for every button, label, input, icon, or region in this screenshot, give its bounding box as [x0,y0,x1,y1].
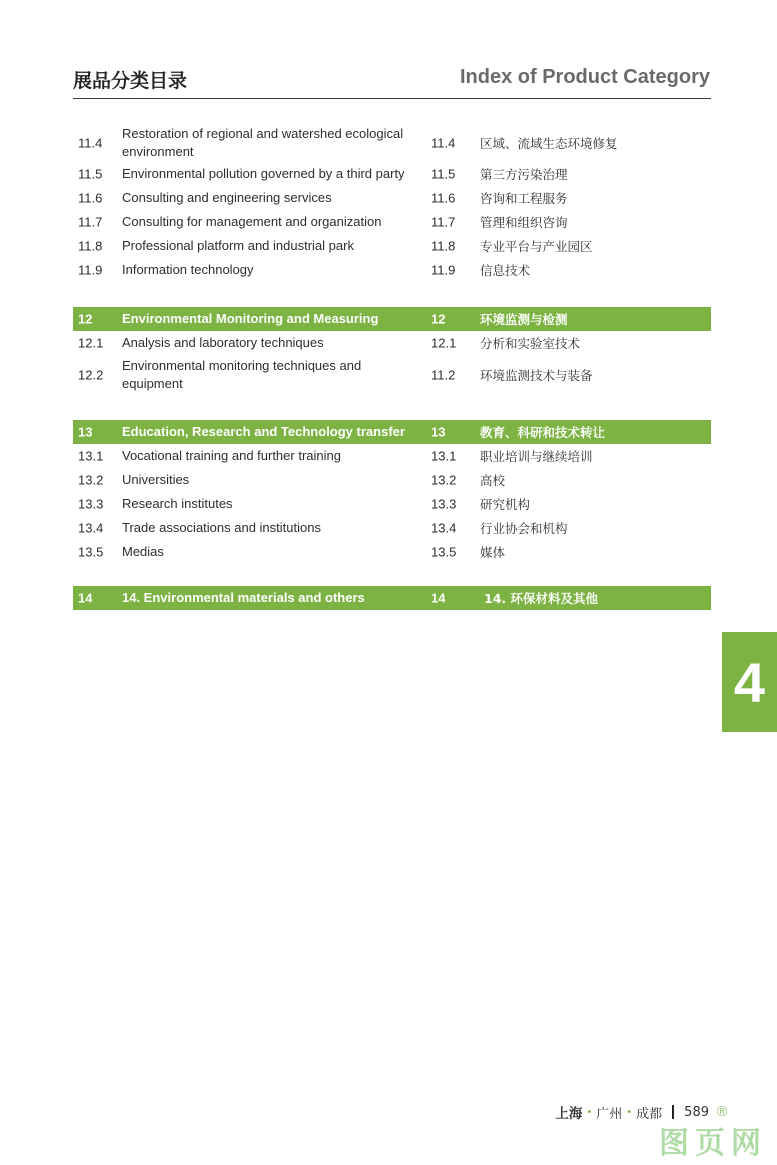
table-row [73,162,711,186]
category-label-cn: 14. 环保材料及其他 [484,591,598,606]
table-row [73,186,711,210]
footer-city-chengdu: 成都 [636,1106,663,1122]
footer-city-guangzhou: 广州 [596,1106,623,1122]
row-number-cn: 13.1 [431,448,457,464]
row-label-cn: 高校 [480,473,506,488]
footer-dot-icon: • [586,1106,593,1118]
row-number: 13.4 [78,520,104,536]
table-row [73,540,711,564]
row-number: 11.7 [78,214,103,230]
category-number: 14 [78,590,93,606]
footer-city-shanghai: 上海 [555,1106,583,1122]
category-header [73,307,711,331]
row-number-cn: 12.1 [431,335,457,351]
row-number-cn: 13.3 [431,496,457,512]
category-label-en: Education, Research and Technology transfer [122,424,405,439]
category-label-en: Environmental Monitoring and Measuring [122,311,379,326]
category-number-cn: 14 [431,590,446,606]
table-row [73,355,711,395]
row-number-cn: 11.6 [431,190,456,206]
row-label-cn: 媒体 [480,545,506,560]
row-number: 13.2 [78,472,104,488]
row-label-en: Trade associations and institutions [122,520,321,535]
row-number: 11.5 [78,166,103,182]
row-number-cn: 11.5 [431,166,456,182]
table-row [73,468,711,492]
row-label-en: Environmental pollution governed by a third party [122,166,405,181]
row-label-cn: 信息技术 [480,263,531,278]
row-label-cn: 第三方污染治理 [480,167,568,182]
page-title-en: Index of Product Category [459,66,710,88]
row-label-en: Professional platform and industrial park [122,238,354,253]
row-label-cn: 研究机构 [480,497,531,512]
row-label-en: Research institutes [122,496,233,511]
row-number: 11.4 [78,135,103,151]
row-label-en: Restoration of regional and watershed ecological environment [122,126,404,159]
row-label-en: Universities [122,472,190,487]
row-number-cn: 13.2 [431,472,457,488]
row-label-en: Consulting and engineering services [122,190,332,205]
table-row [73,210,711,234]
category-number: 12 [78,311,93,327]
row-label-cn: 分析和实验室技术 [480,336,581,351]
row-label-en: Environmental monitoring techniques and equipment [122,358,362,391]
row-number-cn: 13.4 [431,520,457,536]
category-label-en: 14. Environmental materials and others [122,590,365,605]
footer-divider [672,1105,674,1119]
row-number: 11.6 [78,190,103,206]
category-header [73,586,711,610]
row-number: 12.1 [78,335,104,351]
row-number-cn: 13.5 [431,544,457,560]
row-label-en: Consulting for management and organization [122,214,382,229]
category-number-cn: 13 [431,424,446,440]
table-row [73,444,711,468]
row-number: 13.1 [78,448,104,464]
registered-mark: ® [715,1104,729,1120]
table-row [73,124,711,162]
chapter-tab: 4 [722,632,777,732]
row-number-cn: 11.8 [431,238,456,254]
page-title-cn: 展品分类目录 [73,70,188,92]
row-number: 11.8 [78,238,103,254]
header-divider [73,98,711,99]
footer-dot-icon: • [626,1106,633,1118]
table-row [73,234,711,258]
row-number: 13.3 [78,496,104,512]
row-number: 13.5 [78,544,104,560]
section-13 [73,420,711,564]
row-number-cn: 11.7 [431,214,456,230]
section-11 [73,124,711,282]
section-12 [73,307,711,395]
watermark: 图页网 [659,1126,767,1161]
row-label-en: Information technology [122,262,254,277]
page-number: 589 [684,1104,709,1120]
table-row [73,492,711,516]
row-label-cn: 环境监测技术与装备 [480,368,593,383]
row-label-cn: 专业平台与产业园区 [480,239,593,254]
row-label-en: Medias [122,544,164,559]
row-label-cn: 行业协会和机构 [480,521,568,536]
category-number-cn: 12 [431,311,446,327]
category-label-cn: 环境监测与检测 [480,312,568,327]
table-row [73,331,711,355]
row-number: 11.9 [78,262,103,278]
row-label-cn: 职业培训与继续培训 [480,449,593,464]
row-number-cn: 11.4 [431,135,456,151]
category-number: 13 [78,424,93,440]
row-number: 12.2 [78,367,104,383]
category-header [73,420,711,444]
row-number-cn: 11.2 [431,367,456,383]
table-row [73,258,711,282]
category-label-cn: 教育、科研和技术转让 [480,425,606,440]
table-row [73,516,711,540]
row-label-en: Vocational training and further training [122,448,341,463]
row-label-cn: 咨询和工程服务 [480,191,568,206]
row-label-en: Analysis and laboratory techniques [122,335,324,350]
row-label-cn: 区域、流域生态环境修复 [480,136,618,151]
row-number-cn: 11.9 [431,262,456,278]
section-14 [73,586,711,610]
row-label-cn: 管理和组织咨询 [480,215,568,230]
